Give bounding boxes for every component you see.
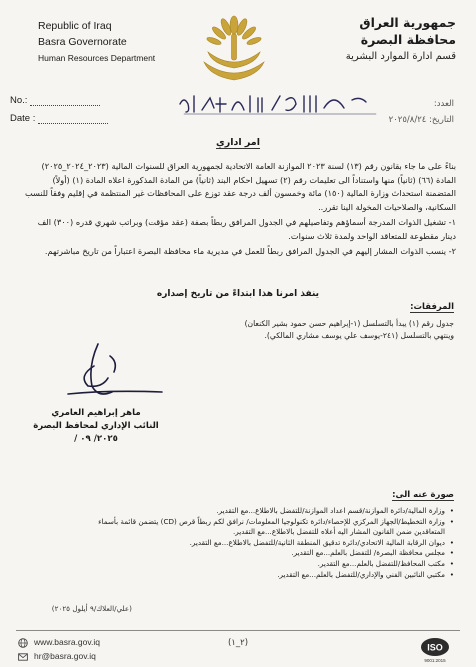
copy-item: • ديوان الرقابة المالية الاتحادي/دائرة تدقيق المنطقة الثانية/للتفضل بالاطلاع...مع التقدير. [74,538,454,549]
copy-item: • وزارة التخطيط/الجهاز المركزي للإحصاء/دائرة تكنولوجيا المعلومات/ نرافق لكم ربطاً قرص (CD) يتضمن قائمة بأسماء المتعاقدين ضمن القانون المشار اليه أعلاه للتفضل بالاطلاع...مع التقدير. [74,517,454,538]
order-item-1: ١- تشغيل الذوات المدرجة أسماؤهم وتفاصيلهم في الجدول المرافق ربطاً بصفة (عقد مؤقت) وبراتب شهري قدره (٣٠٠) الف دينار مقطوعة للمتعاقد الواحد ولمدة ثلاث سنوات. [37,217,456,241]
email-icon [18,652,28,662]
header-en-governorate: Basra Governorate [38,36,127,48]
ar-date: التاريخ: ٢٠٢٥/٨/٢٤ [388,115,454,125]
copy-item: • وزارة المالية/دائرة الموازنة/قسم اعداد الموازنة/للتفضل بالاطلاع...مع التقدير. [74,506,454,517]
document-title: امر اداري [216,137,260,148]
header-en-department: Human Resources Department [38,53,156,63]
iso-label: ISO [427,642,443,653]
iso-certification-icon [418,636,452,664]
footer-email[interactable]: hr@basra.gov.iq [18,651,96,662]
signer-title: النائب الإداري لمحافظ البصرة [33,421,159,431]
attachments-heading: المرفقات: [410,302,454,312]
ar-number-label: العدد: [433,99,454,109]
header-en-country: Republic of Iraq [38,20,112,32]
iso-number: 9001:2015 [424,658,446,663]
page-number: (٢_١) [227,638,249,648]
reference-fields-ar [294,96,454,128]
header-ar-governorate: محافظة البصرة [360,32,456,47]
header-arabic [286,14,456,65]
footer-divider [16,630,460,631]
signature-icon [58,336,168,406]
header-english [38,18,208,66]
header-ar-department: قسم ادارة الموارد البشرية [345,51,456,62]
execution-line: ينفذ امرنا هذا ابتداءً من تاريخ إصداره [156,289,320,299]
basra-emblem-icon [198,12,270,86]
date-line [38,113,108,124]
copies-heading: صورة عنه الى: [392,490,454,500]
order-body [22,160,456,259]
signer-name: ماهر إبراهيم العامري [51,408,141,418]
no-label: No.: [10,95,28,106]
copy-item: • مجلس محافظة البصرة/ للتفضل بالعلم...مع التقدير. [74,548,454,559]
footer-website[interactable]: www.basra.gov.iq [18,637,100,648]
header-ar-country: جمهورية العراق [359,15,456,30]
order-intro: بناءً على ما جاء بقانون رقم (١٣) لسنة ٢٠٢٣ الموازنة العامة الاتحادية لجمهورية العراق للسنوات المالية (٢٠٢٣_٢٠٢٤_٢٠٢٥) المادة (٦٦) (ثانياً) منها واستناداً الى تعليمات رقم (٢) تسهيل احكام البند (ثانياً) من المادة المذكورة اعلاه المادة (١) (أولاً) المتضمنة استحداث وزارة المالية (١٥٠) مائة وخمسون ألف درجة عقد توزع على المحافظات غير المنتظمة في إقليم وفقاً للنسب السكانية، والصلاحيات المخولة الينا تقرر.. [24,161,456,212]
reference-fields-en [10,92,160,128]
typist-note: (علي/العلاك/٩ أيلول ٢٠٢٥) [51,604,132,613]
copy-item: • مكتب المحافظ/للتفضل بالعلم...مع التقدير. [74,559,454,570]
attachment-line-2: وينتهي بالتسلسل (٢٤١-يوسف علي يوسف مشاري المالكي). [264,330,454,340]
attachments-list [194,318,454,341]
no-line [30,95,100,106]
order-item-2: ٢- ينسب الذوات المشار إليهم في الجدول المرافق ربطاً للعمل في مديرية ماء محافظة البصرة اعتباراً من تاريخ مباشرتهم. [44,246,456,256]
signer-date: ٢٠٢٥/ ٠٩ / [74,434,118,444]
copies-list [74,506,454,580]
copy-item: • مكتبي النائبين الفني والإداري/للتفضل بالعلم...مع التقدير. [74,570,454,581]
signer-block [26,407,166,446]
date-label: Date : [10,113,36,124]
attachment-line-1: جدول رقم (١) يبدأ بالتسلسل (١-إبراهيم حسن حمود بشير الكنعان) [244,319,454,328]
